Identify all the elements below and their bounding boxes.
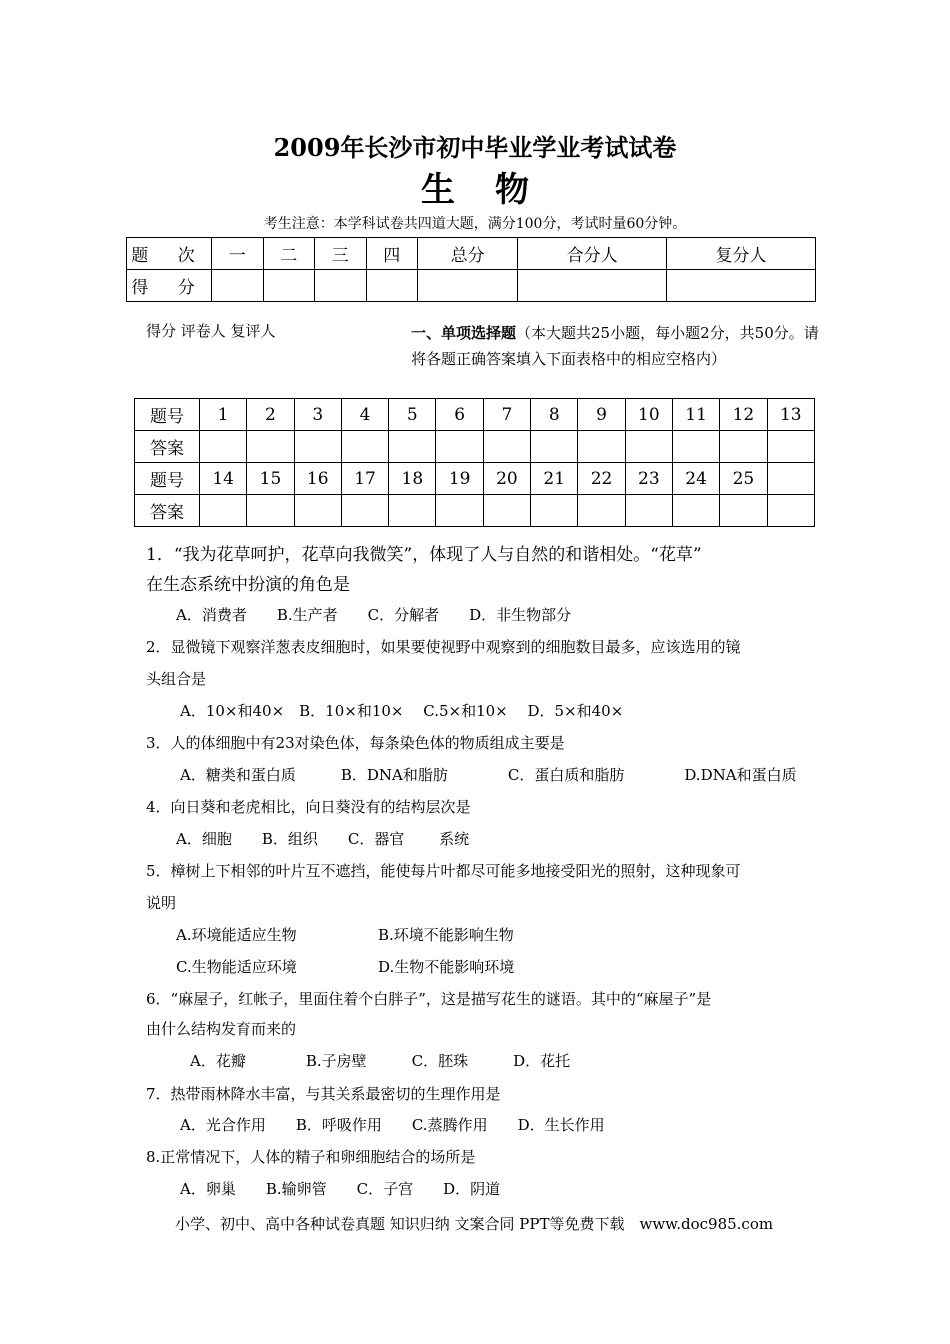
question-number: 15 xyxy=(247,463,294,495)
answer-cell[interactable] xyxy=(720,495,767,527)
answer-cell[interactable] xyxy=(625,431,672,463)
score-cell[interactable] xyxy=(518,270,667,302)
question-number: 20 xyxy=(483,463,530,495)
score-col-header: 四 xyxy=(366,238,418,270)
question-number: 4 xyxy=(341,399,388,431)
section-title-desc: （本大题共25小题，每小题2分，共50分。请将各题正确答案填入下面表格中的相应空格内） xyxy=(411,324,819,368)
score-cell[interactable] xyxy=(263,270,315,302)
answer-cell[interactable] xyxy=(389,495,436,527)
section-title-bold: 一、单项选择题 xyxy=(411,324,517,342)
question-number: 1 xyxy=(200,399,247,431)
question-2-options: A．10×和40× B．10×和10× C.5×和10× D．5×和40× xyxy=(180,702,624,720)
answer-cell[interactable] xyxy=(578,431,625,463)
question-number: 17 xyxy=(341,463,388,495)
question-5-text: 5．樟树上下相邻的叶片互不遮挡，能使每片叶都尽可能多地接受阳光的照射，这种现象可 xyxy=(146,862,741,880)
question-number: 12 xyxy=(720,399,767,431)
answer-cell[interactable] xyxy=(672,495,719,527)
question-number xyxy=(767,463,814,495)
question-number: 2 xyxy=(247,399,294,431)
score-cell[interactable] xyxy=(418,270,518,302)
exam-title: 2009年长沙市初中毕业学业考试试卷 xyxy=(273,133,677,162)
answer-cell[interactable] xyxy=(341,495,388,527)
subject-title: 生物 xyxy=(421,170,569,210)
score-col-header: 合分人 xyxy=(518,238,667,270)
score-col-header: 总分 xyxy=(418,238,518,270)
answer-cell[interactable] xyxy=(200,495,247,527)
answer-cell[interactable] xyxy=(247,431,294,463)
answer-cell[interactable] xyxy=(294,431,341,463)
answer-table xyxy=(134,398,815,527)
answer-blank-row xyxy=(135,431,815,463)
question-number: 22 xyxy=(578,463,625,495)
question-2-text: 2．显微镜下观察洋葱表皮细胞时，如果要使视野中观察到的细胞数目最多，应该选用的镜 xyxy=(146,638,741,656)
answer-cell[interactable] xyxy=(389,431,436,463)
question-number: 23 xyxy=(625,463,672,495)
question-6-options: A．花瓣 B.子房壁 C．胚珠 D．花托 xyxy=(190,1052,571,1070)
answer-row-label: 题号 xyxy=(135,399,200,431)
score-col-header: 一 xyxy=(212,238,264,270)
question-number: 21 xyxy=(531,463,578,495)
answer-cell[interactable] xyxy=(483,431,530,463)
question-5-option-b: B.环境不能影响生物 xyxy=(378,926,514,944)
question-number: 7 xyxy=(483,399,530,431)
question-1-text-cont: 在生态系统中扮演的角色是 xyxy=(146,575,350,595)
section-grader-labels: 得分 评卷人 复评人 xyxy=(146,322,276,340)
section-title xyxy=(411,320,831,372)
question-5-text-cont: 说明 xyxy=(146,894,177,912)
answer-row-label: 题号 xyxy=(135,463,200,495)
answer-row-label: 答案 xyxy=(135,495,200,527)
question-number: 10 xyxy=(625,399,672,431)
question-5-option-a: A.环境能适应生物 xyxy=(176,926,297,944)
answer-cell[interactable] xyxy=(625,495,672,527)
question-4-text: 4．向日葵和老虎相比，向日葵没有的结构层次是 xyxy=(146,798,471,816)
question-number: 6 xyxy=(436,399,483,431)
score-table xyxy=(126,237,816,302)
answer-cell[interactable] xyxy=(341,431,388,463)
question-number: 8 xyxy=(531,399,578,431)
exam-notice: 考生注意：本学科试卷共四道大题，满分100分，考试时量60分钟。 xyxy=(263,216,687,232)
score-col-header: 复分人 xyxy=(667,238,816,270)
question-number: 13 xyxy=(767,399,814,431)
score-cell[interactable] xyxy=(667,270,816,302)
question-2-text-cont: 头组合是 xyxy=(146,670,207,688)
score-table-header-row xyxy=(127,238,816,270)
answer-cell[interactable] xyxy=(531,431,578,463)
answer-row-label: 答案 xyxy=(135,431,200,463)
answer-number-row xyxy=(135,463,815,495)
question-number: 5 xyxy=(389,399,436,431)
answer-cell[interactable] xyxy=(294,495,341,527)
score-row-label: 得 分 xyxy=(127,270,212,302)
question-7-text: 7．热带雨林降水丰富，与其关系最密切的生理作用是 xyxy=(146,1085,501,1103)
question-8-options: A．卵巢 B.输卵管 C．子宫 D．阴道 xyxy=(180,1180,501,1198)
question-4-options: A．细胞 B．组织 C．器官 系统 xyxy=(176,830,470,848)
answer-cell[interactable] xyxy=(483,495,530,527)
page-footer: 小学、初中、高中各种试卷真题 知识归纳 文案合同 PPT等免费下载 www.doc985.com xyxy=(175,1215,774,1233)
question-3-text: 3．人的体细胞中有23对染色体，每条染色体的物质组成主要是 xyxy=(146,734,565,752)
question-number: 18 xyxy=(389,463,436,495)
question-7-options: A．光合作用 B．呼吸作用 C.蒸腾作用 D．生长作用 xyxy=(180,1116,605,1134)
answer-cell[interactable] xyxy=(767,495,814,527)
answer-cell[interactable] xyxy=(578,495,625,527)
score-table-score-row xyxy=(127,270,816,302)
score-cell[interactable] xyxy=(315,270,367,302)
question-1-options: A．消费者 B.生产者 C．分解者 D．非生物部分 xyxy=(176,606,572,624)
question-5-option-c: C.生物能适应环境 xyxy=(176,958,297,976)
answer-cell[interactable] xyxy=(767,431,814,463)
score-cell[interactable] xyxy=(212,270,264,302)
question-number: 14 xyxy=(200,463,247,495)
question-number: 25 xyxy=(720,463,767,495)
question-number: 19 xyxy=(436,463,483,495)
question-8-text: 8.正常情况下，人体的精子和卵细胞结合的场所是 xyxy=(146,1148,476,1166)
question-6-text: 6．“麻屋子，红帐子，里面住着个白胖子”，这是描写花生的谜语。其中的“麻屋子”是 xyxy=(146,990,712,1008)
answer-cell[interactable] xyxy=(720,431,767,463)
question-5-option-d: D.生物不能影响环境 xyxy=(378,958,515,976)
question-3-options: A．糖类和蛋白质 B．DNA和脂肪 C．蛋白质和脂肪 D.DNA和蛋白质 xyxy=(180,766,797,784)
answer-cell[interactable] xyxy=(436,495,483,527)
question-6-text-cont: 由什么结构发育而来的 xyxy=(146,1020,297,1038)
answer-cell[interactable] xyxy=(531,495,578,527)
score-col-header: 题 次 xyxy=(127,238,212,270)
score-col-header: 二 xyxy=(263,238,315,270)
answer-cell[interactable] xyxy=(200,431,247,463)
score-col-header: 三 xyxy=(315,238,367,270)
answer-cell[interactable] xyxy=(247,495,294,527)
question-number: 24 xyxy=(672,463,719,495)
question-number: 3 xyxy=(294,399,341,431)
score-cell[interactable] xyxy=(366,270,418,302)
question-number: 16 xyxy=(294,463,341,495)
question-number: 9 xyxy=(578,399,625,431)
answer-number-row xyxy=(135,399,815,431)
question-number: 11 xyxy=(672,399,719,431)
answer-cell[interactable] xyxy=(436,431,483,463)
question-1-text: 1．“我为花草呵护，花草向我微笑”，体现了人与自然的和谐相处。“花草” xyxy=(146,545,702,565)
answer-blank-row xyxy=(135,495,815,527)
answer-cell[interactable] xyxy=(672,431,719,463)
